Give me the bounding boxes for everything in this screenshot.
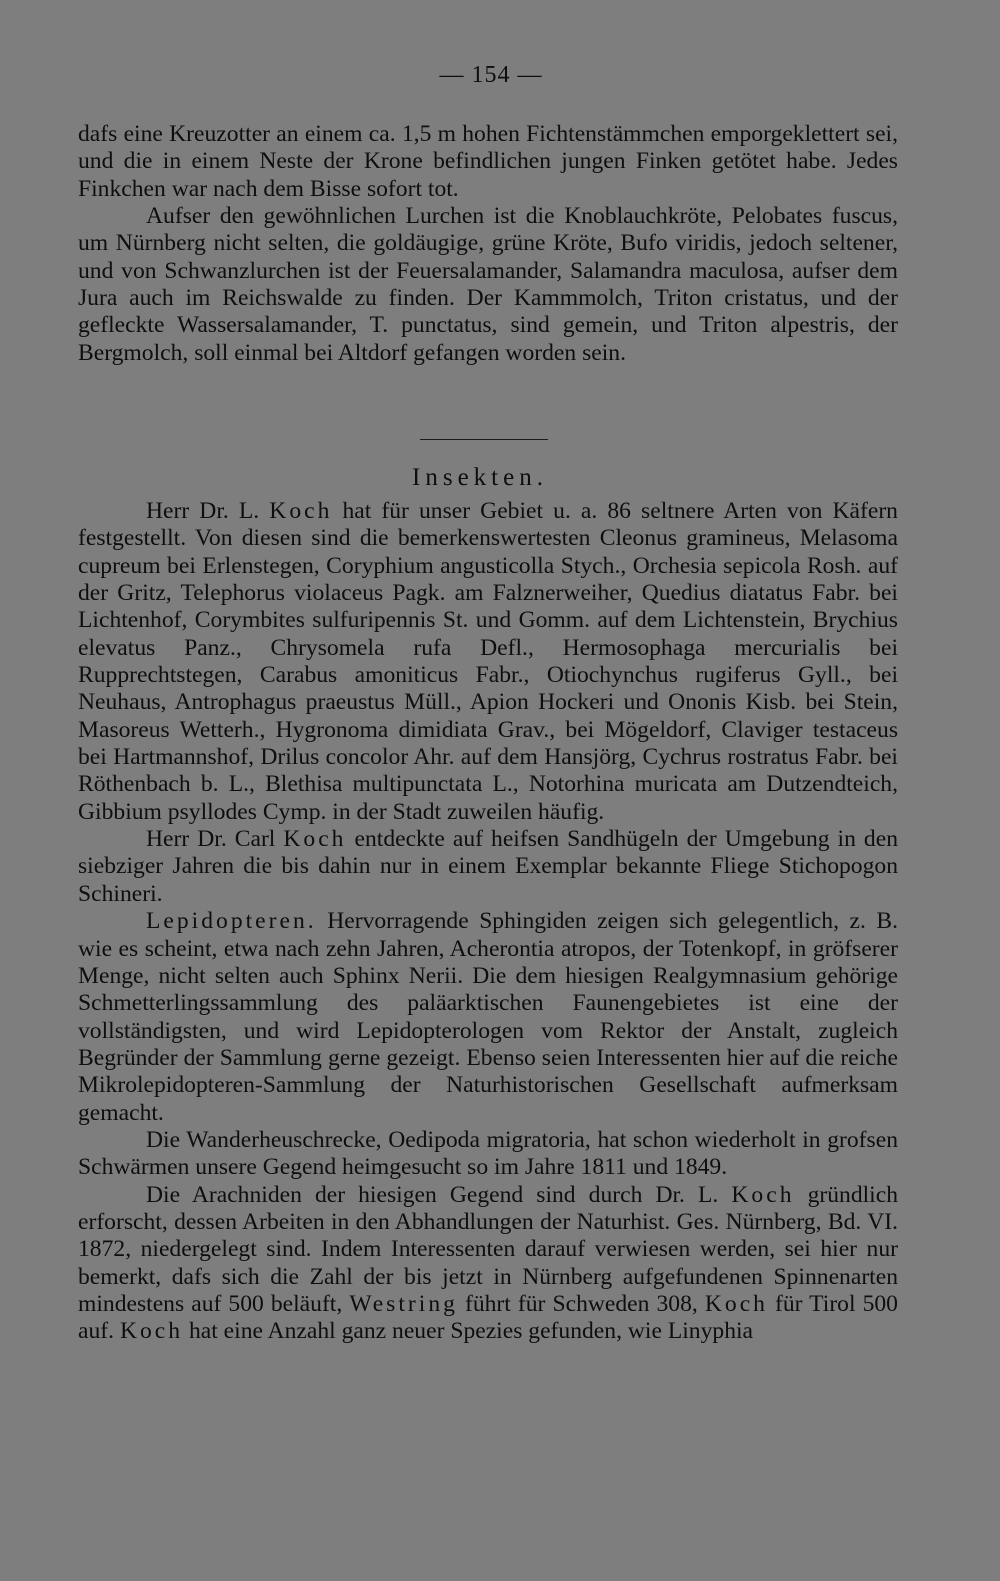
author-name: Koch: [731, 1181, 795, 1208]
intro-text-block: [78, 121, 898, 367]
text-run: hat eine Anzahl ganz neuer Spezies gefunden, wie Linyphia: [183, 1318, 754, 1345]
text-run: gründlich erforscht, dessen Arbeiten in den Abhandlungen der Naturhist. Ges. Nürnberg, Bd. VI. 1872, niedergelegt sind. Indem Interessenten darauf verwiesen werden, sei hier nur bemerkt, dafs sich die Zahl der bis jetzt in Nürnberg aufgefundenen Spinnenarten mindestens auf 500 beläuft,: [78, 1181, 898, 1317]
text-run: Hervorragende Sphingiden zeigen sich gelegentlich, z. B. wie es scheint, etwa nach zehn Jahren, Acherontia atropos, der Totenkopf, in gröfserer Menge, nicht selten auch Sphinx Nerii. Die dem hiesigen Realgymnasium gehörige Schmetterlingssammlung des paläarktischen Faunengebietes ist eine der vollständigsten, und wird Lepidopterologen vom Rektor der Anstalt, zugleich Begründer der Sammlung gerne gezeigt. Ebenso seien Interessenten hier auf die reiche Mikrolepidopteren-Sammlung der Naturhistorischen Gesellschaft aufmerksam gemacht.: [78, 908, 898, 1126]
paragraph: [78, 826, 898, 908]
section-divider: [420, 439, 548, 440]
paragraph: Aufser den gewöhnlichen Lurchen ist die Knoblauchkröte, Pelobates fuscus, um Nürnberg nicht selten, die goldäugige, grüne Kröte, Bufo viridis, jedoch seltener, und von Schwanzlurchen ist der Feuersalamander, Salamandra maculosa, aufser dem Jura auch im Reichswalde zu finden. Der Kammmolch, Triton cristatus, und der gefleckte Wassersalamander, T. punctatus, sind gemein, und Triton alpestris, der Bergmolch, soll einmal bei Altdorf gefangen worden sein.: [78, 203, 898, 366]
paragraph: [78, 908, 898, 1127]
author-name: Koch: [283, 826, 347, 853]
author-name: Westring: [349, 1290, 458, 1317]
paragraph: [78, 1182, 898, 1346]
text-run: entdeckte auf heifsen Sandhügeln der Umgebung in den siebziger Jahren die bis dahin nur in einem Exemplar bekannte Fliege Stichopogon Schineri.: [78, 826, 898, 907]
paragraph: dafs eine Kreuzotter an einem ca. 1,5 m hohen Fichtenstämmchen emporgeklettert sei, und die in einem Neste der Krone befindlichen jungen Finken getötet habe. Jedes Finkchen war nach dem Bisse sofort tot.: [78, 121, 898, 202]
text-run: für Tirol 500 auf.: [78, 1290, 898, 1345]
author-name: Koch: [269, 498, 333, 524]
paragraph: [78, 498, 898, 826]
insect-text-block: [78, 498, 898, 1346]
text-run: Herr Dr. Carl: [146, 826, 284, 853]
text-run: Die Arachniden der hiesigen Gegend sind durch Dr. L.: [146, 1181, 732, 1208]
text-run: führt für Schweden 308,: [457, 1290, 705, 1317]
text-run: Herr Dr. L.: [146, 498, 270, 524]
author-name: Koch: [119, 1318, 184, 1345]
subsection-label: Lepidopteren.: [146, 908, 317, 935]
text-run: hat für unser Gebiet u. a. 86 seltnere Arten von Käfern festgestellt. Von diesen sind die bemerkenswertesten Cleonus gramineus, Melasoma cupreum bei Erlenstegen, Coryphium angusticolla Stych., Orchesia sepicola Rosh. auf der Gritz, Telephorus violaceus Pagk. am Falznerweiher, Quedius diatatus Fabr. bei Lichtenhof, Corymbites sulfuripennis St. und Gomm. auf dem Lichtenstein, Brychius elevatus Panz., Chrysomela rufa Defl., Hermosophaga mercurialis bei Rupprechtstegen, Carabus amoniticus Fabr., Otiochynchus rugiferus Gyll., bei Neuhaus, Antrophagus praeustus Müll., Apion Hockeri und Ononis Kisb. bei Stein, Masoreus Wetterh., Hygronoma dimidiata Grav., bei Mögeldorf, Claviger testaceus bei Hartmannshof, Drilus concolor Ahr. auf dem Hansjörg, Cychrus rostratus Fabr. bei Röthenbach b. L., Blethisa multipunctata L., Notorhina muricata am Dutzendteich, Gibbium psyllodes Cymp. in der Stadt zuweilen häufig.: [78, 498, 898, 825]
paragraph: Die Wanderheuschrecke, Oedipoda migratoria, hat schon wiederholt in grofsen Schwärmen unsere Gegend heimgesucht so im Jahre 1811 und 1849.: [78, 1126, 898, 1181]
section-heading: Insekten.: [412, 464, 548, 491]
author-name: Koch: [704, 1290, 768, 1317]
page-number: — 154 —: [439, 62, 543, 88]
